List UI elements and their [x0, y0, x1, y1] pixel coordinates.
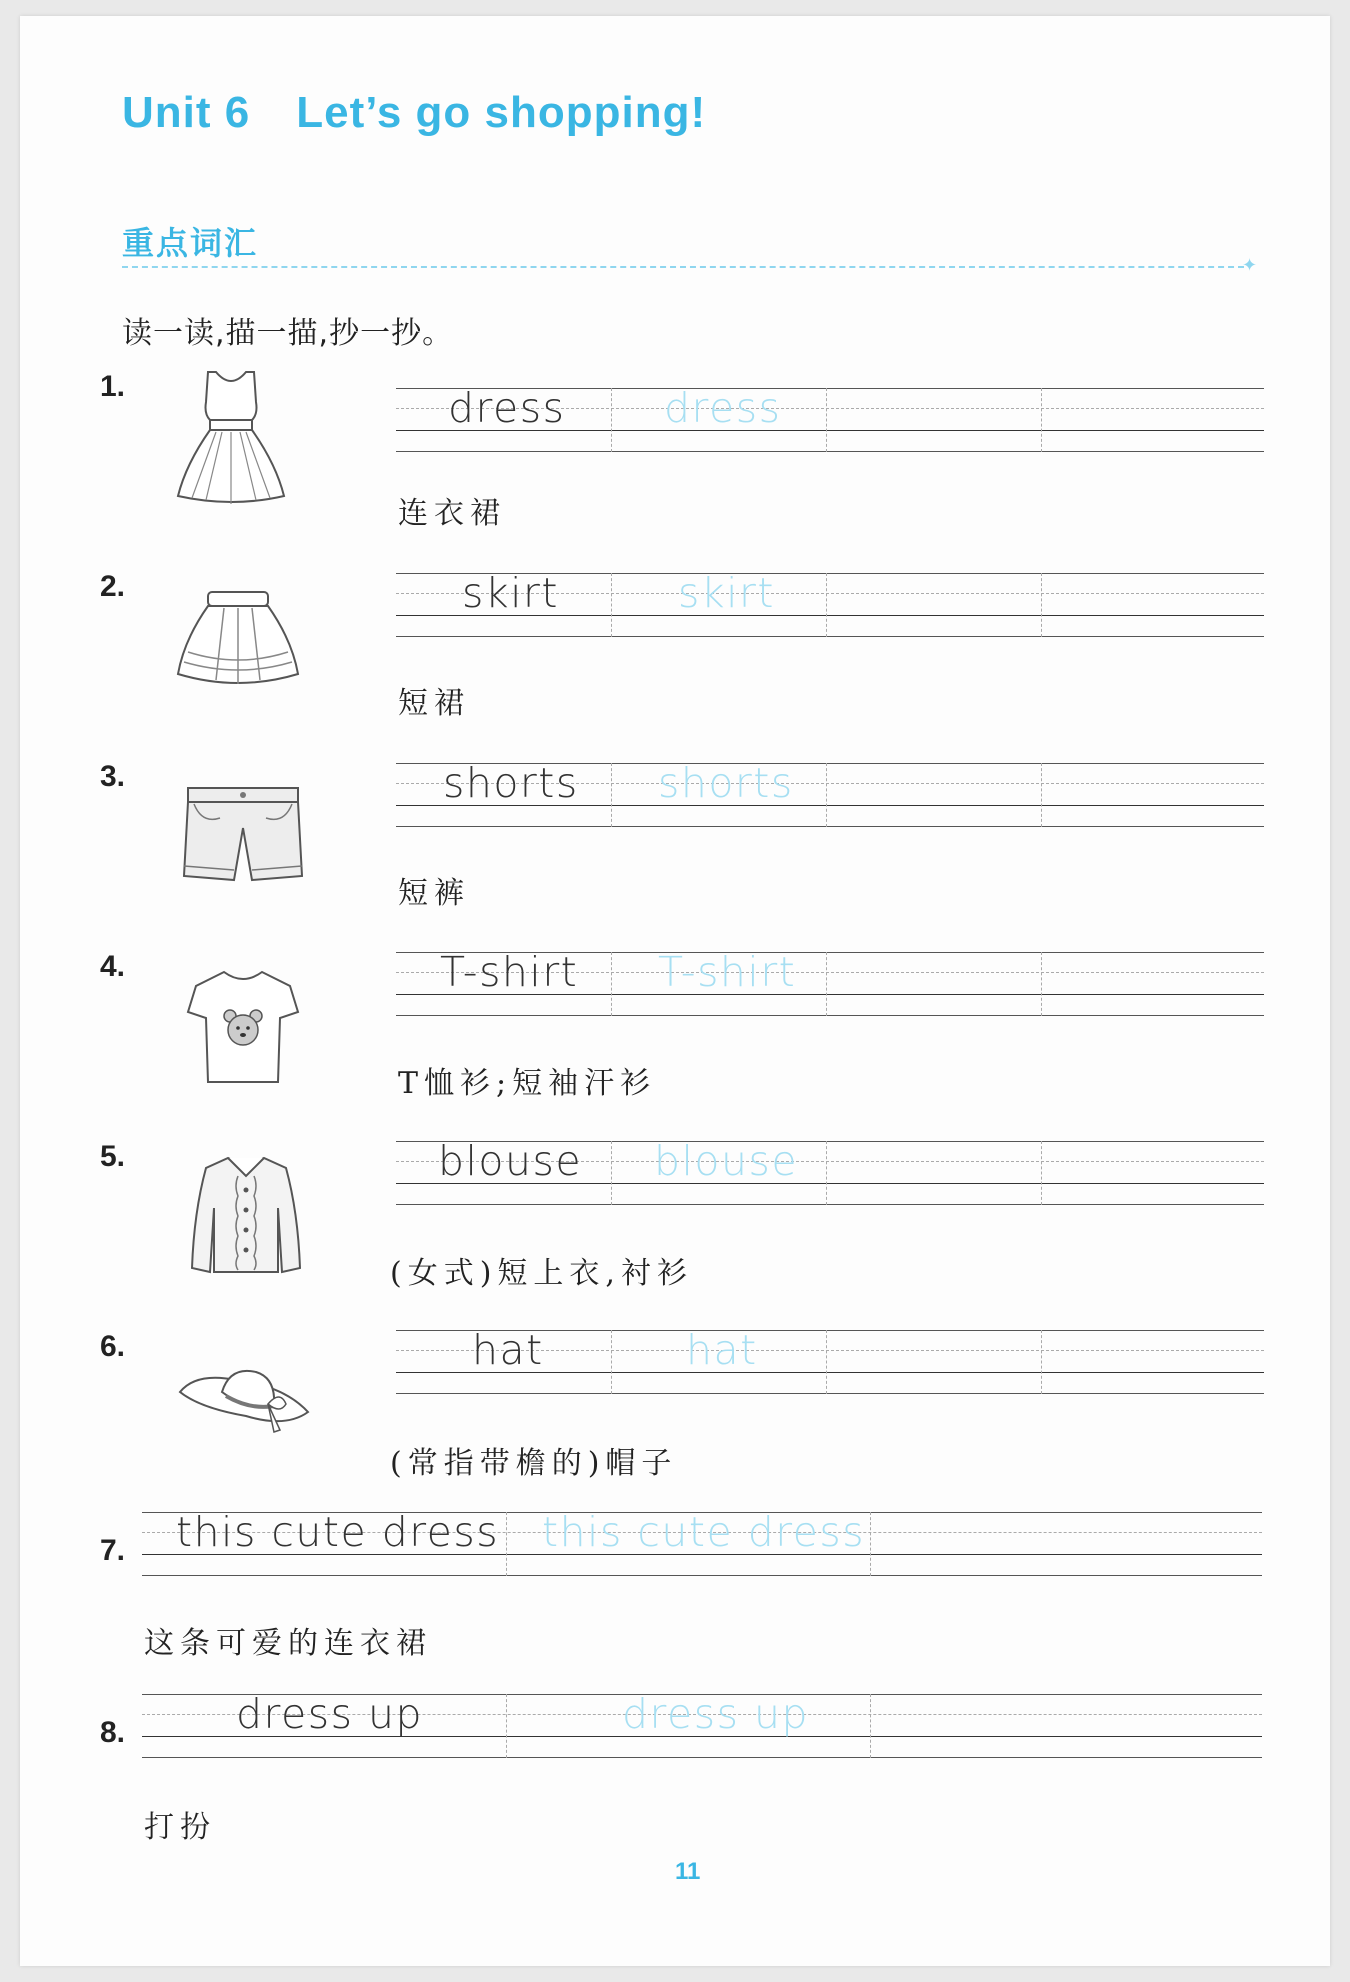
word-model: shorts	[443, 759, 579, 807]
writing-lines	[396, 1137, 1264, 1205]
page-number: 11	[675, 1858, 701, 1885]
item-number: 6.	[100, 1330, 126, 1363]
item-number: 7.	[100, 1534, 126, 1567]
section-divider	[122, 266, 1244, 268]
unit-label: Unit 6	[122, 88, 251, 137]
word-meaning: (常指带檐的)帽子	[390, 1446, 678, 1481]
word-meaning: 短裤	[398, 876, 470, 911]
writing-lines	[396, 569, 1264, 637]
writing-lines	[396, 948, 1264, 1016]
word-meaning: 短裙	[398, 686, 470, 721]
word-model: skirt	[462, 569, 559, 617]
word-meaning: (女式)短上衣,衬衫	[390, 1256, 693, 1291]
unit-title: Let’s go shopping!	[296, 88, 707, 137]
item-number: 4.	[100, 950, 126, 983]
word-model: dress	[448, 384, 566, 432]
word-trace: shorts	[658, 759, 794, 807]
phrase-meaning: 这条可爱的连衣裙	[144, 1626, 432, 1661]
worksheet-page	[20, 16, 1330, 1966]
writing-lines	[396, 1326, 1264, 1394]
item-number: 3.	[100, 760, 126, 793]
phrase-meaning: 打扮	[144, 1810, 216, 1845]
item-number: 2.	[100, 570, 126, 603]
word-meaning: 连衣裙	[398, 496, 506, 531]
word-trace: blouse	[654, 1137, 799, 1185]
item-number: 1.	[100, 370, 126, 403]
page-title	[122, 88, 706, 138]
word-trace: hat	[686, 1326, 758, 1374]
t-shirt-icon	[186, 966, 300, 1088]
phrase-trace: this cute dress	[542, 1508, 866, 1556]
section-title: 重点词汇	[122, 224, 259, 262]
phrase-model: this cute dress	[176, 1508, 500, 1556]
instruction: 读一读,描一描,抄一抄。	[122, 316, 454, 351]
word-trace: T-shirt	[658, 948, 797, 996]
dress-icon	[172, 368, 290, 508]
word-model: T-shirt	[440, 948, 579, 996]
writing-lines	[396, 384, 1264, 452]
writing-lines	[396, 759, 1264, 827]
item-number: 5.	[100, 1140, 126, 1173]
blouse-icon	[186, 1152, 306, 1278]
phrase-model: dress up	[236, 1690, 423, 1738]
hat-icon	[176, 1362, 312, 1442]
word-model: hat	[472, 1326, 544, 1374]
word-trace: skirt	[678, 569, 775, 617]
star-icon: ✦	[1242, 255, 1258, 276]
shorts-icon	[180, 784, 306, 890]
item-number: 8.	[100, 1716, 126, 1749]
word-meaning: T恤衫;短袖汗衫	[398, 1066, 657, 1101]
word-trace: dress	[664, 384, 782, 432]
phrase-trace: dress up	[622, 1690, 809, 1738]
writing-lines	[142, 1508, 1262, 1576]
skirt-icon	[174, 588, 302, 698]
word-model: blouse	[438, 1137, 583, 1185]
writing-lines	[142, 1690, 1262, 1758]
